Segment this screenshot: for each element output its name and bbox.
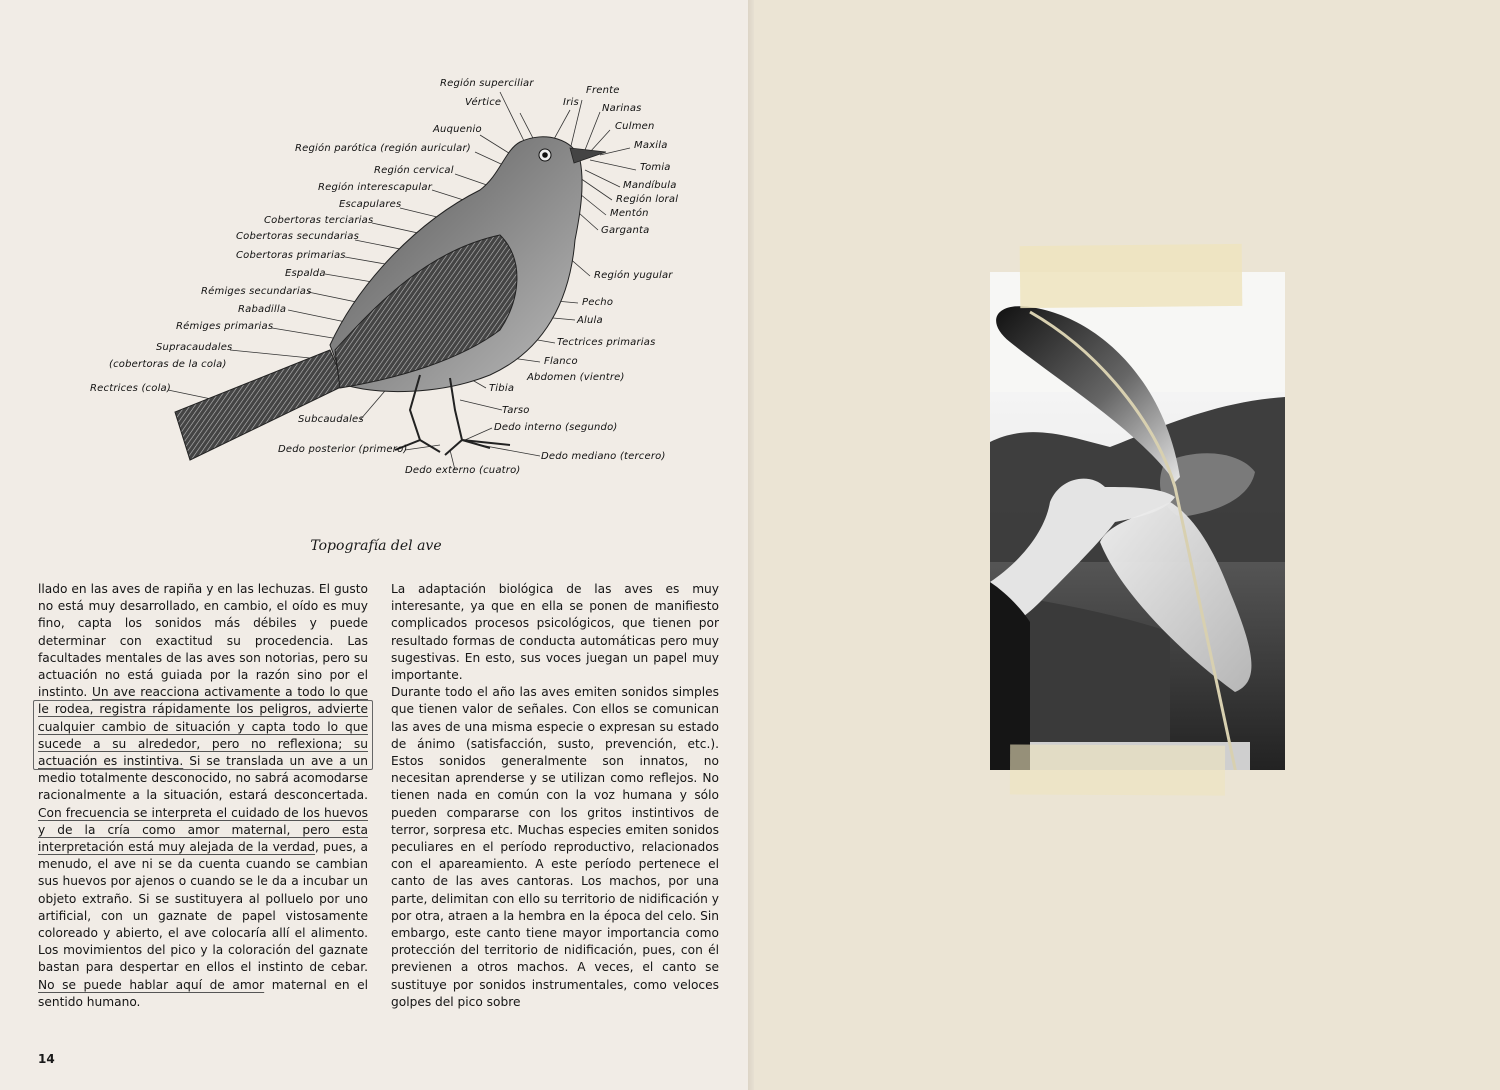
page-number: 14 xyxy=(38,1052,55,1066)
text-run: , pues, a menudo, el ave ni se da cuenta cuando se cambian sus huevos por ajenos o cuando se le da a incubar un objeto extraño. Si se sustituyera al polluelo por uno artificial, con un gaznate de papel vistosamente coloreado y abierto, el ave colocaría allí el alimento. Los movimientos del pico y la coloración del gaznate bastan para despertar en ellos el instinto de cebar. xyxy=(38,840,368,975)
diagram-label: Maxila xyxy=(634,140,668,151)
text-run: maternal en el sentido humano. xyxy=(38,977,368,1009)
diagram-label: Región cervical xyxy=(374,165,454,176)
diagram-label: Escapulares xyxy=(339,199,402,210)
body-paragraph: Durante todo el año las aves emiten sonidos simples que tienen valor de señales. Con ellos se comunican las aves de una misma especie o expresan su estado de ánimo (satisfacción, susto, prevención, etc.). Estos sonidos generalmente son innatos, no necesitan aprenderse y se utilizan como reflejos. No tienen nada en común con la voz humana y sólo pueden compararse con los gritos instintivos de terror, sorpresa etc. Muchas especies emiten sonidos peculiares en el período reproductivo, relacionados con el apareamiento. A este período pertenece el canto de las aves cantoras. Los machos, por una parte, delimitan con ello su territorio de nidificación y por otra, atraen a la hembra en la época del celo. Sin embargo, este canto tiene mayor importancia como protección del territorio de nidificación, pues, con él previenen a otros machos. A veces, el canto se sustituye por sonidos instrumentales, como veloces golpes del pico sobre xyxy=(391,685,719,1009)
diagram-label: Espalda xyxy=(285,268,326,279)
diagram-label: Auquenio xyxy=(433,124,482,135)
underlined-text: Un ave reacciona activamente a todo lo que le rodea, registra rápidamente los peligros, advierte cualquier cambio de situación y capta todo lo que sucede a su alrededor, pero no reflexiona; su actuación es instintiva. xyxy=(38,685,369,769)
diagram-label: Culmen xyxy=(615,121,655,132)
diagram-label: Tibia xyxy=(489,383,515,394)
diagram-label: Cobertoras primarias xyxy=(236,250,346,261)
figure-caption: Topografía del ave xyxy=(310,538,442,554)
diagram-label: Región parótica (región auricular) xyxy=(295,143,471,154)
diagram-label: Rectrices (cola) xyxy=(90,383,171,394)
underlined-text: No se puede hablar aquí de amor xyxy=(38,977,265,992)
left-text-column xyxy=(38,581,368,1011)
diagram-label: Supracaudales xyxy=(156,342,233,353)
diagram-label: Pecho xyxy=(582,297,614,308)
diagram-label: Alula xyxy=(577,315,603,326)
right-text-column xyxy=(391,581,719,1011)
diagram-label: Tomia xyxy=(640,162,671,173)
diagram-label: Tarso xyxy=(502,405,530,416)
underlined-text: Con frecuencia se interpreta el cuidado de los huevos y de la cría como amor maternal, pero esta interpretación está muy alejada de la verdad xyxy=(38,805,368,855)
body-paragraph xyxy=(38,581,368,1011)
diagram-label: Iris xyxy=(563,97,579,108)
diagram-label: Región superciliar xyxy=(440,78,534,89)
diagram-label: Subcaudales xyxy=(298,414,364,425)
diagram-label: Región yugular xyxy=(594,270,673,281)
tape-strip-bottom xyxy=(1010,744,1225,795)
diagram-label: Narinas xyxy=(602,103,642,114)
diagram-label: Cobertoras terciarias xyxy=(264,215,374,226)
diagram-label: Dedo mediano (tercero) xyxy=(541,451,666,462)
diagram-label: Abdomen (vientre) xyxy=(527,372,625,383)
bird-topography-diagram xyxy=(0,0,752,520)
diagram-label: Región interescapular xyxy=(318,182,433,193)
bird-illustration xyxy=(0,0,752,520)
diagram-label: Vértice xyxy=(465,97,502,108)
diagram-label: Rabadilla xyxy=(238,304,287,315)
text-run: Si se translada un ave a un medio totalmente desconocido, no sabrá acomodarse racionalmente a la situación, estará desconcertada. xyxy=(38,754,368,803)
tape-strip-top xyxy=(1020,244,1243,308)
diagram-label: Región loral xyxy=(616,194,679,205)
taped-photograph xyxy=(990,272,1285,770)
diagram-label: (cobertoras de la cola) xyxy=(109,359,227,370)
diagram-label: Flanco xyxy=(544,356,578,367)
diagram-label: Rémiges secundarias xyxy=(201,286,312,297)
diagram-label: Dedo externo (cuatro) xyxy=(405,465,521,476)
diagram-label: Dedo posterior (primero) xyxy=(278,444,408,455)
body-paragraph: La adaptación biológica de las aves es muy interesante, ya que en ella se ponen de manifiesto complicados procesos psicológicos, que tienen por resultado formas de conducta automáticas pero muy sugestivas. En esto, sus voces juegan un papel muy importante. xyxy=(391,582,719,683)
diagram-label: Cobertoras secundarias xyxy=(236,231,360,242)
diagram-label: Mandíbula xyxy=(623,180,677,191)
diagram-label: Rémiges primarias xyxy=(176,321,274,332)
diagram-label: Mentón xyxy=(610,208,649,219)
diagram-label: Tectrices primarias xyxy=(557,337,656,348)
text-run: llado en las aves de rapiña y en las lechuzas. El gusto no está muy desarrollado, en cambio, el oído es muy fino, capta los sonidos más débiles y puede determinar con exactitud su procedencia. Las facultades mentales de las aves son notorias, pero su actuación no está guiada por la razón sino por el instinto. xyxy=(38,582,368,700)
diagram-label: Dedo interno (segundo) xyxy=(494,422,618,433)
feather-photo xyxy=(990,272,1285,770)
diagram-label: Frente xyxy=(586,85,620,96)
diagram-label: Garganta xyxy=(601,225,650,236)
